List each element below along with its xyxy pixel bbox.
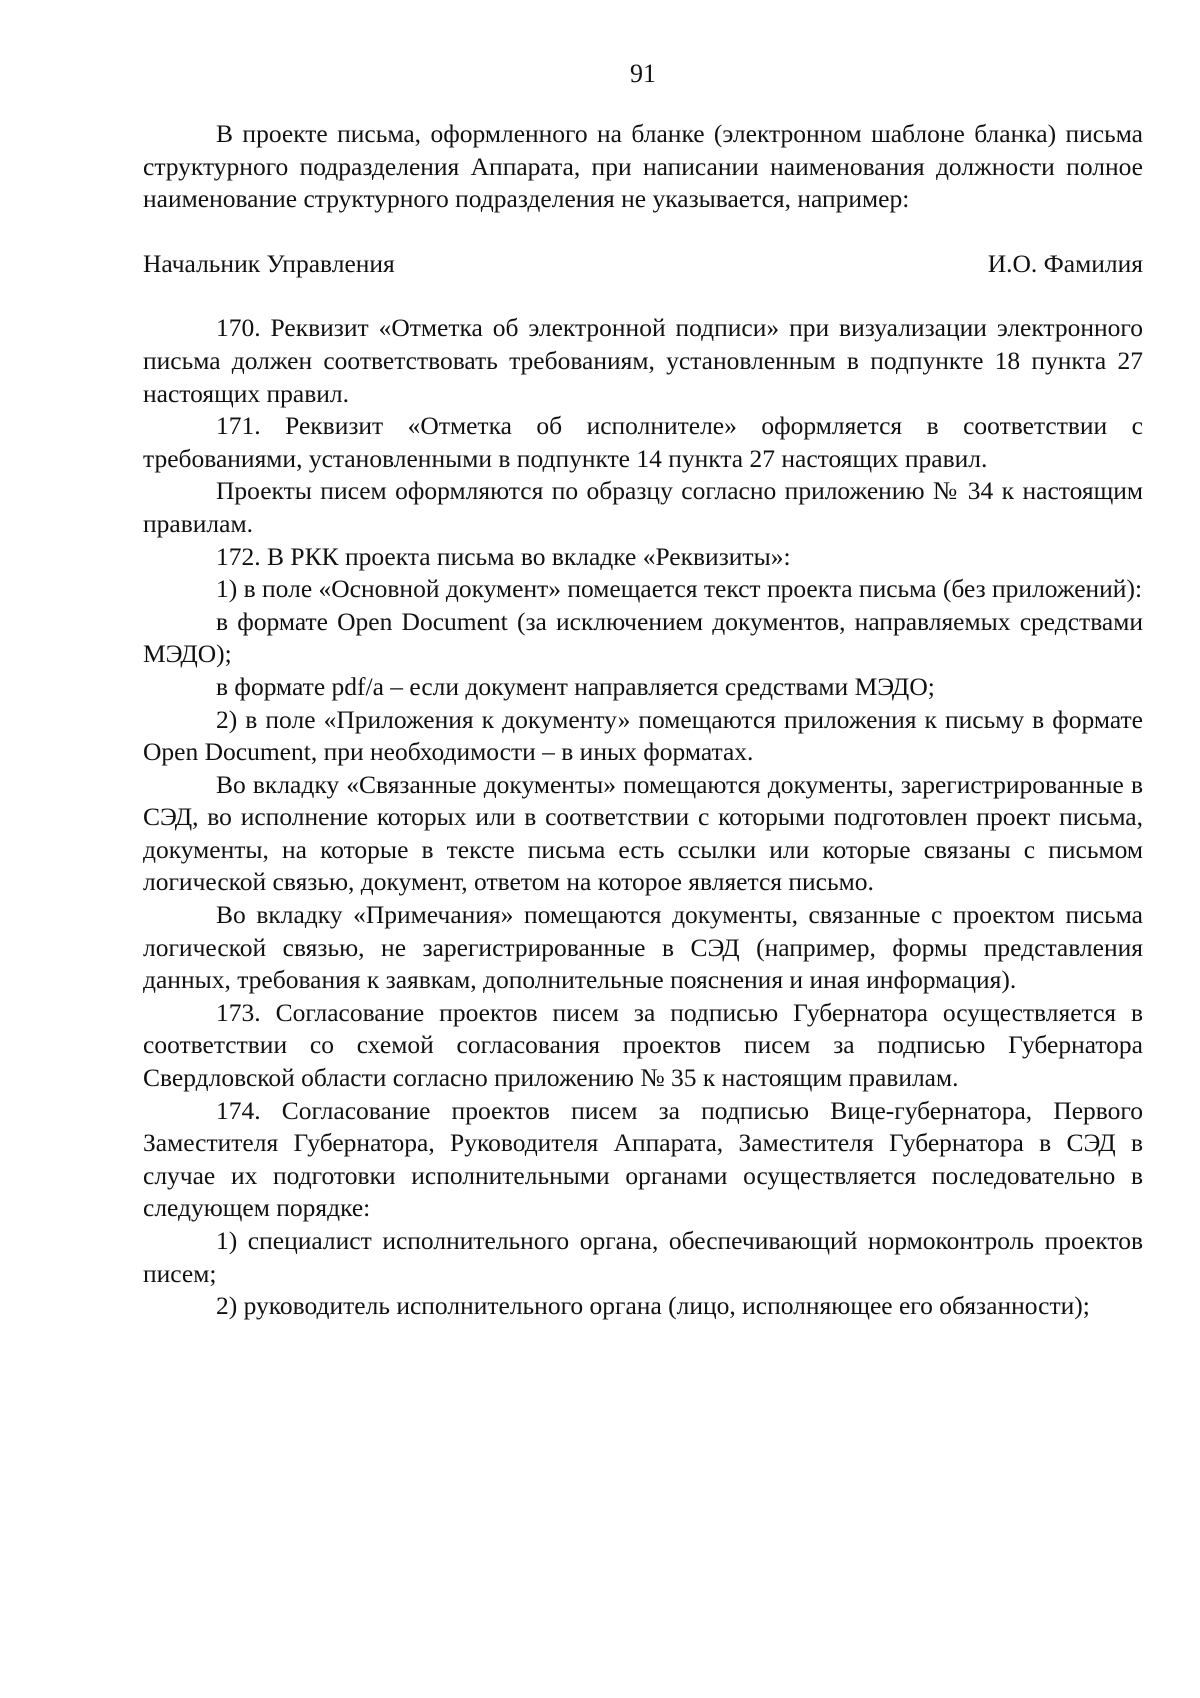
paragraph-related-documents: Во вкладку «Связанные документы» помещаются документы, зарегистрированные в СЭД, во исполнение которых или в соответствии с которыми подготовлен проект письма, документы, на которые в тексте письма есть ссылки или которые связаны с письмом логической связью, документ, ответом на которое является письмо. [143,769,1143,897]
signature-name: И.О. Фамилия [987,248,1143,278]
paragraph-172-item-2: 2) в поле «Приложения к документу» помещаются приложения к письму в формате Open Document, при необходимости – в иных форматах. [143,704,1143,767]
paragraph-172: 172. В РКК проекта письма во вкладке «Реквизиты»: [216,541,791,571]
signature-position: Начальник Управления [143,248,395,278]
paragraph-format-pdf: в формате pdf/a – если документ направляется средствами МЭДО; [216,671,935,701]
paragraph-172-item-1: 1) в поле «Основной документ» помещается текст проекта письма (без приложений): [216,574,1143,604]
paragraph-notes: Во вкладку «Примечания» помещаются документы, связанные с проектом письма логической связью, не зарегистрированные в СЭД (например, формы представления данных, требования к заявкам, дополнительные пояснения и иная информация). [143,900,1143,995]
paragraph-format-open-document: в формате Open Document (за исключением документов, направляемых средствами МЭДО); [143,606,1143,669]
paragraph-174-item-2: 2) руководитель исполнительного органа (лицо, исполняющее его обязанности); [216,1291,1090,1321]
spacer [143,280,1143,312]
paragraph-170: 170. Реквизит «Отметка об электронной подписи» при визуализации электронного письма должен соответствовать требованиям, установленным в подпункте 18 пункта 27 настоящих правил. [143,313,1143,408]
paragraph-templates: Проекты писем оформляются по образцу согласно приложению № 34 к настоящим правилам. [143,476,1143,538]
document-body [143,118,1143,1323]
paragraph-174: 174. Согласование проектов писем за подписью Вице-губернатора, Первого Заместителя Губернатора, Руководителя Аппарата, Заместителя Губернатора в СЭД в случае их подготовки исполнительными органами осуществляется последовательно в следующем порядке: [143,1095,1143,1223]
spacer [143,216,1143,248]
intro-paragraph: В проекте письма, оформленного на бланке (электронном шаблоне бланка) письма структурного подразделения Аппарата, при написании наименования должности полное наименование структурного подразделения не указывается, например: [143,119,1143,214]
paragraph-174-item-1: 1) специалист исполнительного органа, обеспечивающий нормоконтроль проектов писем; [143,1226,1143,1288]
page-number: 91 [630,59,656,88]
paragraph-171: 171. Реквизит «Отметка об исполнителе» оформляется в соответствии с требованиями, установленными в подпункте 14 пункта 27 настоящих правил. [143,411,1143,473]
signature-example [143,248,1143,281]
paragraph-173: 173. Согласование проектов писем за подписью Губернатора осуществляется в соответствии со схемой согласования проектов писем за подписью Губернатора Свердловской области согласно приложению № 35 к настоящим правилам. [143,997,1143,1093]
